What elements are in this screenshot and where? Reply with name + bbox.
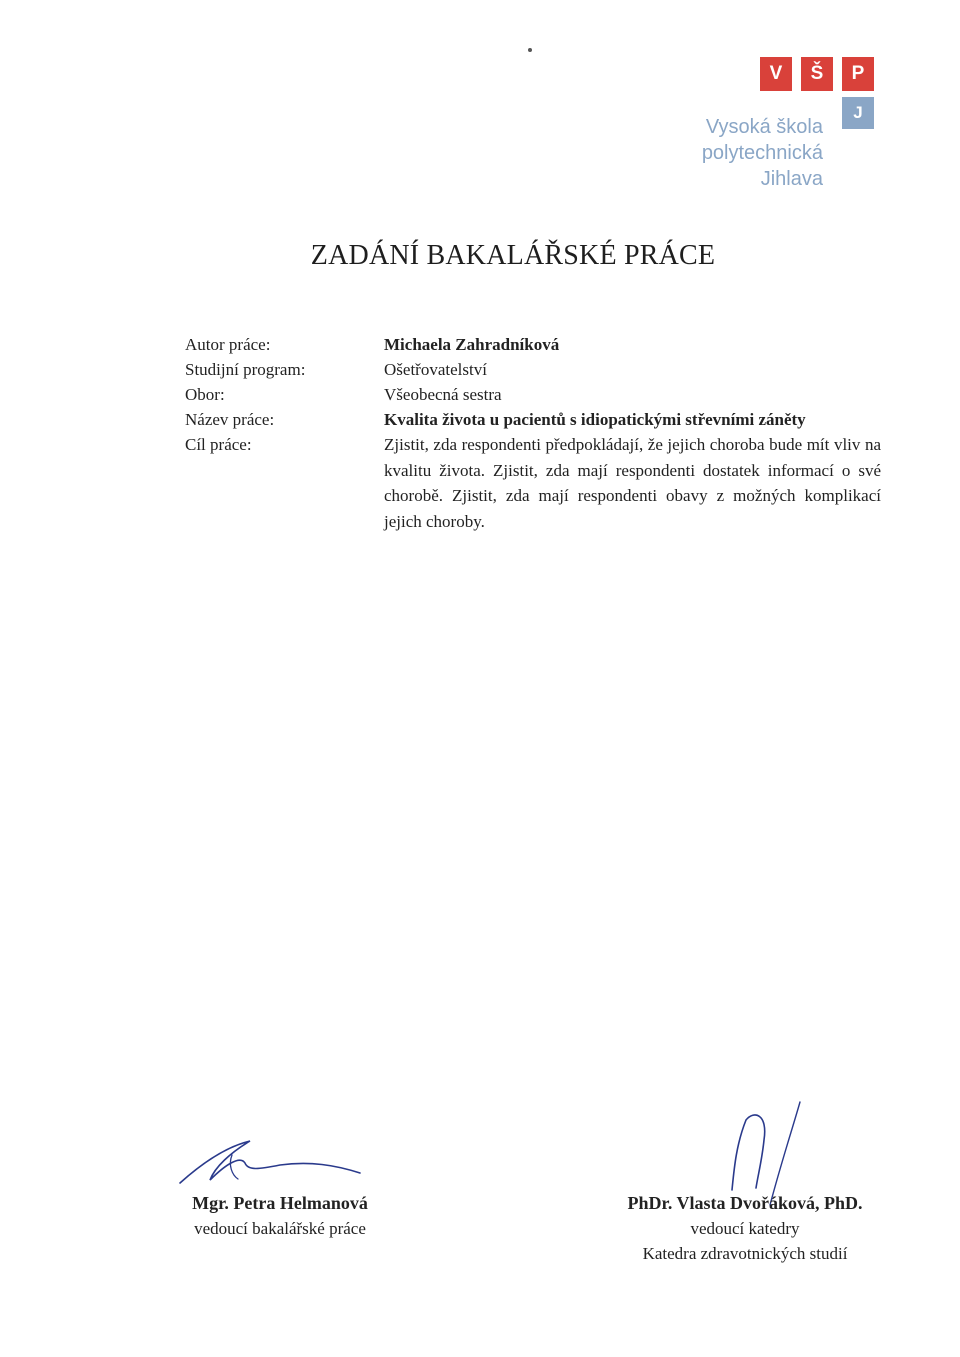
goal-label: Cíl práce:	[185, 435, 252, 454]
supervisor-signature-block	[160, 1190, 400, 1241]
document-title: ZADÁNÍ BAKALÁŘSKÉ PRÁCE	[310, 240, 716, 271]
logo-wordmark	[702, 114, 823, 192]
logo-letter-p: P	[842, 57, 874, 91]
goal-value: Zjistit, zda respondenti předpokládají, že jejich choroba bude mít vliv na kvalitu života. Zjistit, zda mají respondenti dostatek informací o své chorobě. Zjistit, zda mají respondenti obavy z možných komplikací jejich choroby.	[384, 435, 881, 531]
field-labels	[185, 332, 365, 457]
field-label: Obor:	[185, 385, 225, 404]
logo-line-3: Jihlava	[760, 168, 823, 190]
logo-letter-v: V	[760, 57, 792, 91]
thesis-title-value: Kvalita života u pacientů s idiopatickými střevními záněty	[384, 410, 806, 429]
scan-speck	[528, 48, 532, 52]
logo-letter-s: Š	[801, 57, 833, 91]
logo-letter-j: J	[842, 97, 874, 129]
head-name: PhDr. Vlasta Dvořáková, PhD.	[627, 1193, 863, 1213]
program-value: Ošetřovatelství	[384, 360, 487, 379]
head-department: Katedra zdravotnických studií	[642, 1244, 848, 1263]
field-values	[384, 332, 881, 534]
supervisor-signature	[170, 1135, 370, 1195]
head-role: vedoucí katedry	[690, 1219, 800, 1238]
supervisor-role: vedoucí bakalářské práce	[194, 1219, 366, 1238]
logo-line-1: Vysoká škola	[705, 116, 823, 138]
supervisor-name: Mgr. Petra Helmanová	[192, 1193, 368, 1213]
thesis-title-label: Název práce:	[185, 410, 275, 429]
author-label: Autor práce:	[185, 335, 271, 354]
head-signature-block	[600, 1190, 890, 1266]
author-value: Michaela Zahradníková	[384, 335, 560, 354]
field-value: Všeobecná sestra	[384, 385, 502, 404]
logo-line-2: polytechnická	[701, 142, 823, 164]
program-label: Studijní program:	[185, 360, 306, 379]
